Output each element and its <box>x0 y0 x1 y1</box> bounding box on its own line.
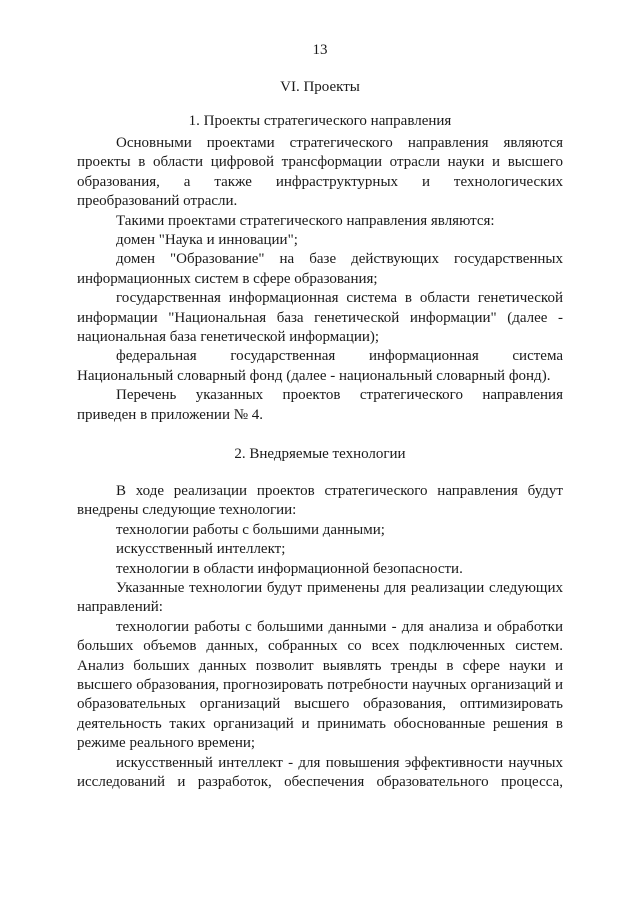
paragraph: технологии работы с большими данными - для анализа и обработки больших объемов данных, собранных со всех подключенных систем. Анализ больших данных позволит выявлять тренды в сфере науки и высшего образования, прогнозировать потребности научных организаций и образовательных организаций высшего образования, оптимизировать деятельность таких организаций и принимать обоснованные решения в режиме реального времени; <box>77 618 563 752</box>
paragraph: технологии работы с большими данными; <box>116 521 385 538</box>
paragraph: искусственный интеллект - для повышения эффективности научных исследований и разработок, обеспечения образовательного процесса, <box>77 754 563 791</box>
paragraph: искусственный интеллект; <box>116 541 286 558</box>
paragraph: домен "Наука и инновации"; <box>116 232 298 249</box>
paragraph: технологии в области информационной безопасности. <box>116 560 463 577</box>
paragraph: Основными проектами стратегического направления являются проекты в области цифровой трансформации отрасли науки и высшего образования, а также инфраструктурных и технологических преобразований отрасли. <box>77 135 563 210</box>
paragraph: Такими проектами стратегического направления являются: <box>116 212 495 229</box>
strategic-projects-text <box>77 134 563 425</box>
subsection-title-technologies: 2. Внедряемые технологии <box>234 446 406 462</box>
paragraph: Указанные технологии будут применены для реализации следующих направлений: <box>77 580 563 616</box>
subsection-title-strategic-projects: 1. Проекты стратегического направления <box>188 113 452 129</box>
paragraph: государственная информационная система в области генетической информации "Национальная база генетической информации" (далее - национальная база генетической информации); <box>77 290 563 346</box>
paragraph: Перечень указанных проектов стратегического направления приведен в приложении № 4. <box>77 387 563 423</box>
section-title: VI. Проекты <box>280 79 360 95</box>
page-number: 13 <box>312 42 328 58</box>
technologies-text <box>77 482 563 793</box>
paragraph: федеральная государственная информационная система Национальный словарный фонд (далее - национальный словарный фонд). <box>77 348 563 384</box>
paragraph: домен "Образование" на базе действующих государственных информационных систем в сфере образования; <box>77 251 563 287</box>
paragraph: В ходе реализации проектов стратегического направления будут внедрены следующие технологии: <box>77 483 563 519</box>
